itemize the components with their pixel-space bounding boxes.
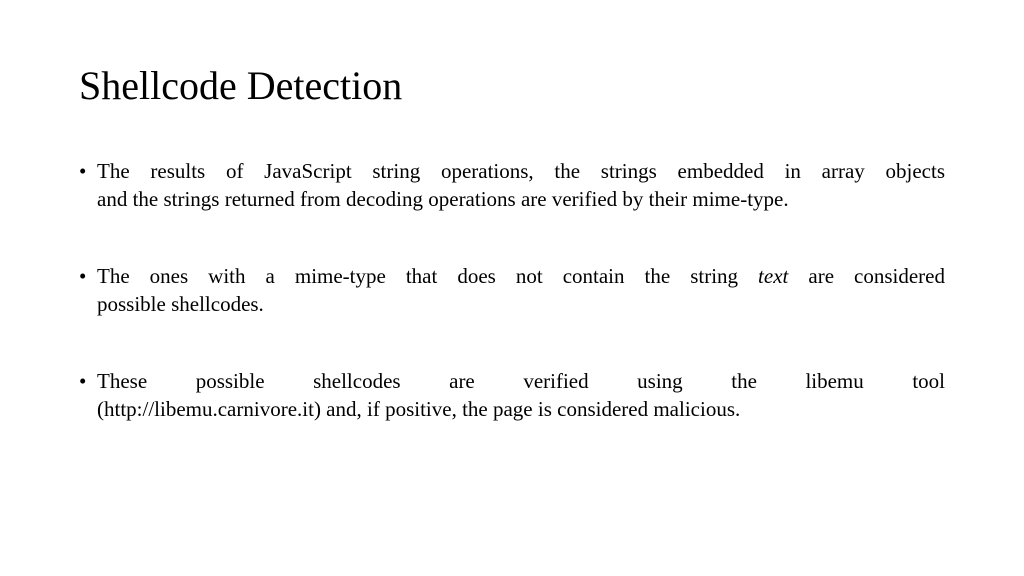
bullet-text-line (97, 262, 945, 290)
bullet-text-line: and the strings returned from decoding operations are verified by their mime-type. (97, 187, 789, 211)
slide-title: Shellcode Detection (79, 63, 403, 108)
bullet-item (79, 367, 945, 423)
bullet-text-segment: are considered (788, 264, 945, 288)
bullet-marker: • (79, 264, 87, 288)
bullet-text-line: The results of JavaScript string operations, the strings embedded in array objects (97, 159, 945, 183)
bullet-text-segment: The ones with a mime-type that does not contain the string (97, 264, 759, 288)
bullet-marker: • (79, 159, 87, 183)
bullet-text-line: possible shellcodes. (97, 292, 264, 316)
bullet-marker: • (79, 369, 87, 393)
bullet-item (79, 262, 945, 318)
bullet-text-line: These possible shellcodes are verified using the libemu tool (97, 369, 945, 393)
bullet-item (79, 157, 945, 213)
emphasized-word: text (758, 264, 789, 288)
bullet-list (79, 157, 945, 423)
bullet-text-line: (http://libemu.carnivore.it) and, if positive, the page is considered malicious. (97, 397, 741, 421)
